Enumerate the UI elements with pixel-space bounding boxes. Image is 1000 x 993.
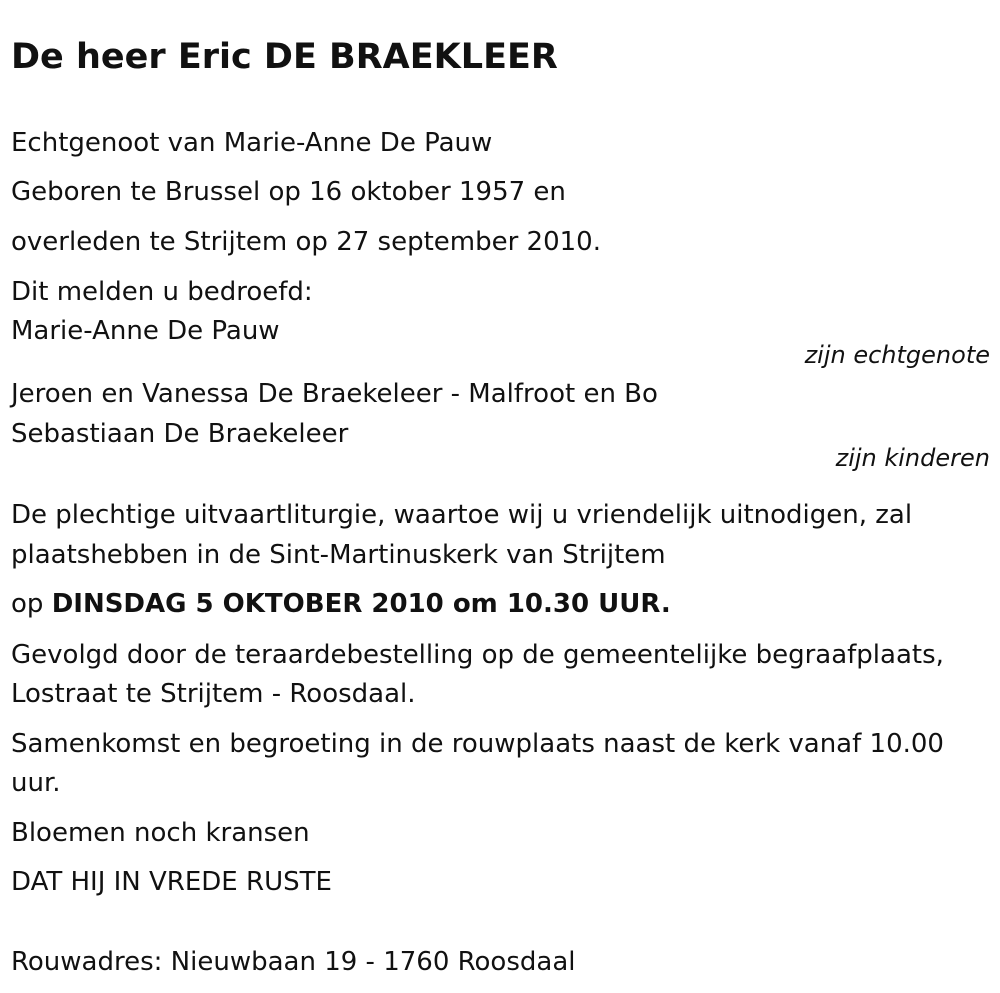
liturgy-line-1: De plechtige uitvaartliturgie, waartoe wij u vriendelijk uitnodigen, zal [11,500,913,530]
born-line: Geboren te Brussel op 16 oktober 1957 en [11,177,566,207]
mourner-spouse-name: Marie-Anne De Pauw [11,316,280,346]
spouse-line: Echtgenoot van Marie-Anne De Pauw [11,128,493,158]
gathering-line-1: Samenkomst en begroeting in de rouwplaats naast de kerk vanaf 10.00 [11,729,944,759]
address-line: Rouwadres: Nieuwbaan 19 - 1760 Roosdaal [11,947,576,977]
funeral-date-prefix: op [11,589,52,619]
rest-line: DAT HIJ IN VREDE RUSTE [11,867,332,897]
funeral-date-line [11,589,671,619]
flowers-line: Bloemen noch kransen [11,818,310,848]
page-title: De heer Eric DE BRAEKLEER [11,37,558,77]
announce-intro: Dit melden u bedroefd: [11,277,313,307]
mourner-spouse-role: zijn echtgenote [804,341,990,369]
mourner-children-role: zijn kinderen [835,444,990,472]
mourner-children-name-1: Jeroen en Vanessa De Braekeleer - Malfroot en Bo [11,379,658,409]
liturgy-line-2: plaatshebben in de Sint-Martinuskerk van Strijtem [11,540,666,570]
burial-line-2: Lostraat te Strijtem - Roosdaal. [11,679,416,709]
died-line: overleden te Strijtem op 27 september 2010. [11,227,601,257]
mourner-children-name-2: Sebastiaan De Braekeleer [11,419,349,449]
funeral-date: DINSDAG 5 OKTOBER 2010 om 10.30 UUR. [51,589,671,619]
gathering-line-2: uur. [11,768,61,798]
burial-line-1: Gevolgd door de teraardebestelling op de gemeentelijke begraafplaats, [11,640,944,670]
